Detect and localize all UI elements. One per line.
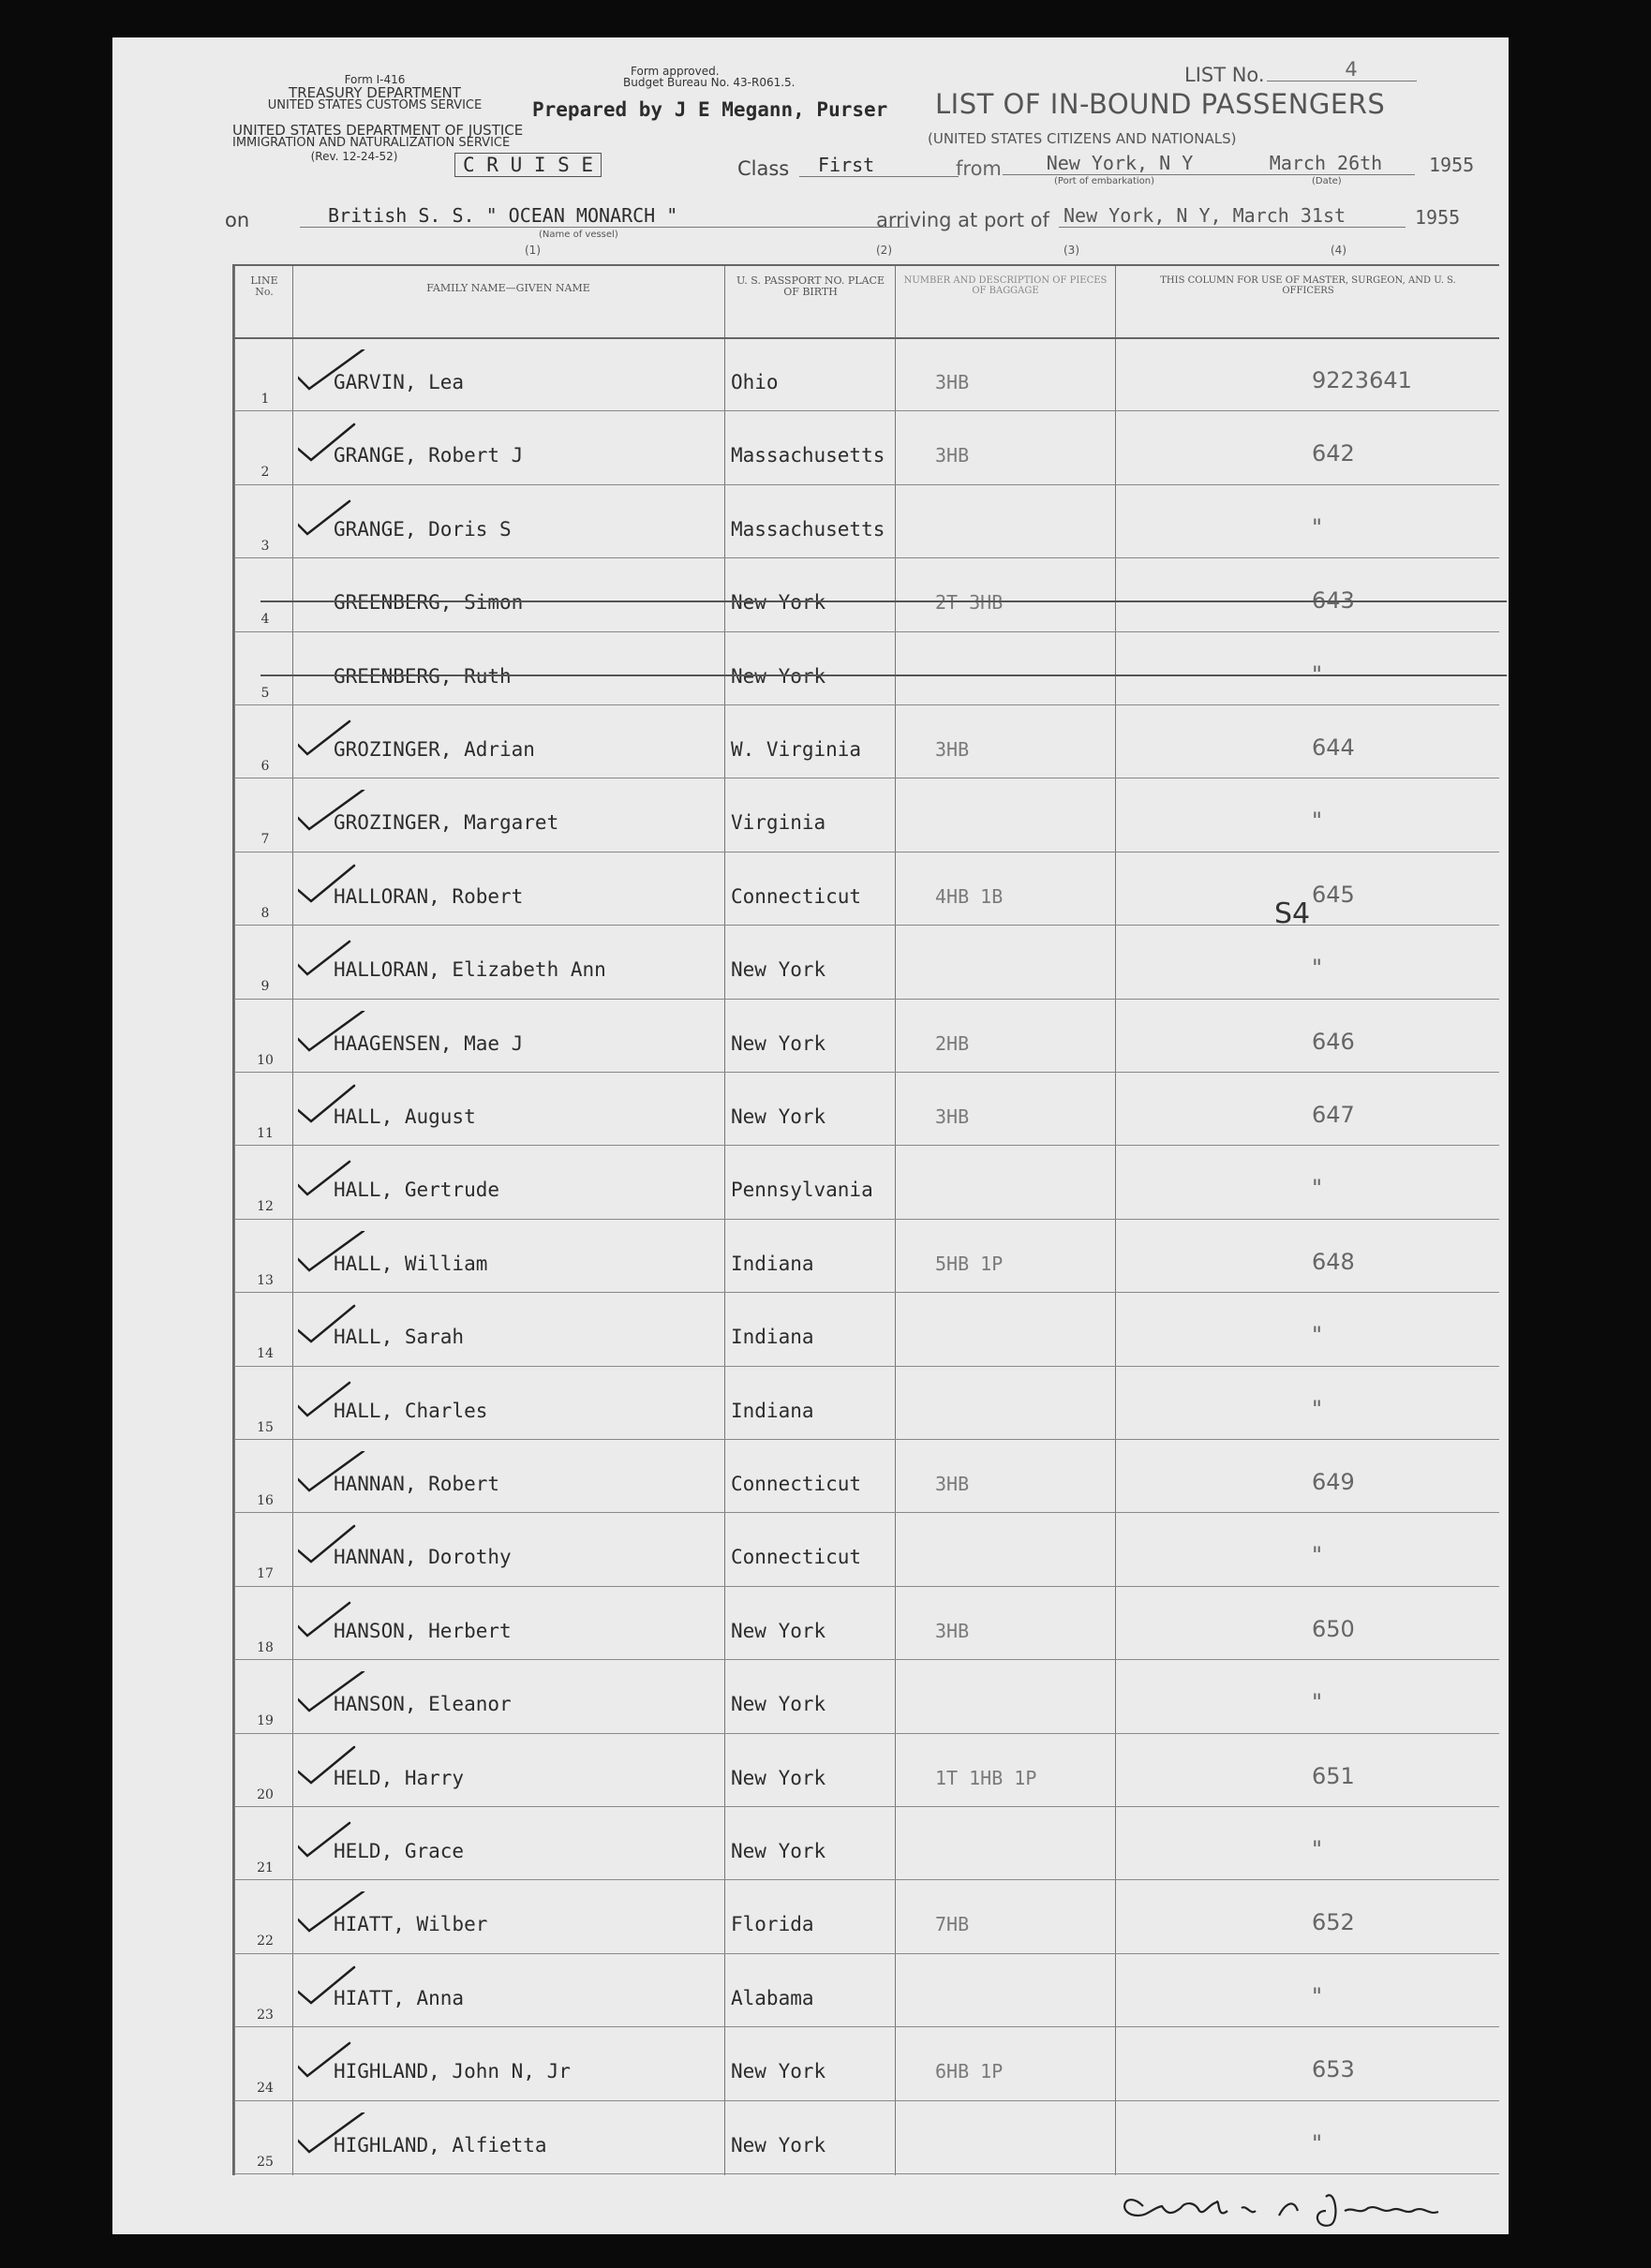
place-of-birth: New York — [731, 958, 826, 982]
officer-number: " — [1312, 2129, 1323, 2157]
line-number: 10 — [257, 1052, 274, 1068]
passenger-name: HALL, Sarah — [334, 1326, 465, 1349]
line-number: 17 — [257, 1566, 274, 1582]
margin-note: S4 — [1274, 897, 1311, 930]
officer-number: " — [1312, 513, 1323, 541]
baggage: 1T 1HB 1P — [935, 1766, 1037, 1789]
baggage: 3HB — [935, 1105, 970, 1128]
place-of-birth: Virginia — [731, 811, 826, 835]
table-row — [234, 1586, 1499, 1659]
officer-number: 651 — [1312, 1762, 1355, 1789]
passenger-name: HIATT, Anna — [334, 1986, 465, 2009]
place-of-birth: Florida — [731, 1913, 814, 1936]
officer-number: " — [1312, 1175, 1323, 1202]
officer-number: 645 — [1312, 881, 1355, 908]
officer-number: 648 — [1312, 1248, 1355, 1275]
baggage: 3HB — [935, 444, 970, 467]
treasury-dept: TREASURY DEPARTMENT — [289, 84, 461, 101]
passenger-name: HANNAN, Robert — [334, 1473, 500, 1495]
line-number: 24 — [257, 2081, 274, 2097]
col-header-name: FAMILY NAME—GIVEN NAME — [426, 282, 590, 294]
officer-number: 647 — [1312, 1102, 1355, 1128]
officer-number: 9223641 — [1312, 367, 1412, 393]
line-number: 4 — [260, 612, 270, 628]
line-number: 21 — [257, 1860, 274, 1875]
passenger-name: HANNAN, Dorothy — [334, 1546, 512, 1569]
place-of-birth: Massachusetts — [731, 517, 885, 541]
baggage: 5HB 1P — [935, 1252, 1004, 1275]
passenger-name: HALL, August — [334, 1105, 476, 1128]
place-of-birth: New York — [731, 1619, 826, 1642]
col-header-baggage: NUMBER AND DESCRIPTION OF PIECES OF BAGGAGE — [903, 275, 1108, 296]
class-label: Class — [737, 157, 790, 180]
baggage: 3HB — [935, 371, 970, 393]
table-row — [234, 337, 1499, 410]
list-no: 4 — [1267, 58, 1417, 82]
baggage: 3HB — [935, 738, 970, 761]
table-row — [234, 704, 1499, 778]
vessel-caption: (Name of vessel) — [539, 230, 618, 240]
place-of-birth: Massachusetts — [731, 444, 885, 467]
table-row — [234, 484, 1499, 557]
strike-through — [260, 674, 1507, 676]
line-number: 2 — [260, 465, 270, 481]
place-of-birth: New York — [731, 664, 826, 688]
table-row — [234, 1072, 1499, 1145]
line-number: 6 — [260, 759, 270, 774]
place-of-birth: Ohio — [731, 371, 779, 393]
table-row — [234, 1366, 1499, 1439]
officer-number: " — [1312, 955, 1323, 982]
line-number: 5 — [260, 685, 270, 701]
passenger-name: HANSON, Herbert — [334, 1619, 512, 1642]
immigration-service: IMMIGRATION AND NATURALIZATION SERVICE — [232, 136, 511, 150]
officer-number: 643 — [1312, 587, 1355, 615]
officer-number: 649 — [1312, 1469, 1355, 1495]
table-row — [234, 1292, 1499, 1365]
line-number: 18 — [257, 1639, 274, 1655]
place-of-birth: Indiana — [731, 1252, 814, 1275]
officer-number: " — [1312, 1982, 1323, 2009]
form-revision: (Rev. 12-24-52) — [310, 150, 398, 163]
table-row — [234, 557, 1499, 630]
passenger-manifest-page — [112, 37, 1509, 2234]
passenger-name: HIATT, Wilber — [334, 1913, 488, 1936]
place-of-birth: Alabama — [731, 1986, 814, 2009]
place-of-birth: New York — [731, 1766, 826, 1789]
caption-3: (3) — [1063, 244, 1079, 257]
baggage: 3HB — [935, 1473, 970, 1495]
baggage: 2HB — [935, 1031, 970, 1055]
table-row — [234, 1733, 1499, 1806]
place-of-birth: New York — [731, 1840, 826, 1862]
table-row — [234, 1145, 1499, 1218]
table-row — [234, 925, 1499, 998]
table-row — [234, 2026, 1499, 2099]
officer-number: 652 — [1312, 1909, 1355, 1936]
passenger-name: GRANGE, Doris S — [334, 517, 512, 541]
list-subtitle: (UNITED STATES CITIZENS AND NATIONALS) — [928, 130, 1237, 147]
arrival-year: 1955 — [1415, 206, 1461, 229]
line-number: 15 — [257, 1419, 274, 1435]
line-number: 22 — [257, 1934, 274, 1949]
place-of-birth: Indiana — [731, 1399, 814, 1422]
baggage: 7HB — [935, 1913, 970, 1936]
line-number: 19 — [257, 1713, 274, 1729]
col-header-officers: THIS COLUMN FOR USE OF MASTER, SURGEON, AND U. S. OFFICERS — [1160, 275, 1456, 296]
list-title: LIST OF IN-BOUND PASSENGERS — [935, 88, 1386, 120]
passenger-name: GROZINGER, Margaret — [334, 811, 559, 835]
place-of-birth: New York — [731, 1031, 826, 1055]
baggage: 2T 3HB — [935, 591, 1004, 615]
passenger-name: HIGHLAND, John N, Jr — [334, 2060, 571, 2083]
caption-2: (2) — [876, 244, 892, 257]
form-number: Form I-416 — [344, 73, 406, 86]
table-row — [234, 778, 1499, 851]
baggage: 3HB — [935, 1619, 970, 1642]
class-value: First — [799, 154, 959, 177]
signature — [1106, 2169, 1499, 2234]
line-number: 14 — [257, 1346, 274, 1362]
table-row — [234, 1659, 1499, 1732]
line-number: 7 — [260, 832, 270, 848]
from-date: March 26th — [1237, 152, 1415, 175]
line-number: 11 — [257, 1126, 274, 1141]
table-row — [234, 1953, 1499, 2026]
line-number: 3 — [260, 538, 270, 554]
budget-bureau: Budget Bureau No. 43-R061.5. — [623, 76, 796, 89]
arrival-details: New York, N Y, March 31st — [1059, 204, 1406, 228]
date-caption: (Date) — [1312, 176, 1342, 186]
table-row — [234, 1439, 1499, 1512]
place-of-birth: New York — [731, 2133, 826, 2157]
from-year: 1955 — [1429, 154, 1475, 176]
caption-1: (1) — [525, 244, 541, 257]
place-of-birth: W. Virginia — [731, 738, 862, 761]
form-approval — [623, 66, 795, 88]
officer-number: 642 — [1312, 440, 1355, 467]
line-number: 16 — [257, 1493, 274, 1508]
baggage: 6HB 1P — [935, 2060, 1004, 2083]
table-row — [234, 1806, 1499, 1879]
arriving-label: arriving at port of — [876, 209, 1049, 231]
table-row — [234, 631, 1499, 704]
place-of-birth: New York — [731, 591, 826, 615]
officer-number: " — [1312, 1395, 1323, 1422]
justice-dept: UNITED STATES DEPARTMENT OF JUSTICE — [232, 122, 524, 139]
col-header-passport: U. S. PASSPORT NO. PLACE OF BIRTH — [736, 274, 885, 298]
table-row — [234, 999, 1499, 1072]
place-of-birth: New York — [731, 1105, 826, 1128]
line-number: 1 — [260, 392, 270, 407]
place-of-birth: New York — [731, 2060, 826, 2083]
passenger-name: GROZINGER, Adrian — [334, 738, 535, 761]
passenger-table — [232, 264, 1499, 2175]
list-no-label: LIST No. — [1184, 64, 1265, 86]
passenger-name: HALL, William — [334, 1252, 488, 1275]
passenger-name: HELD, Grace — [334, 1840, 465, 1862]
officer-number: 646 — [1312, 1028, 1355, 1055]
place-of-birth: Indiana — [731, 1326, 814, 1349]
baggage: 4HB 1B — [935, 884, 1004, 908]
line-number: 12 — [257, 1199, 274, 1215]
on-label: on — [225, 209, 250, 231]
passenger-name: GREENBERG, Simon — [334, 591, 524, 615]
passenger-name: HELD, Harry — [334, 1766, 465, 1789]
passenger-name: HALL, Gertrude — [334, 1178, 500, 1202]
table-row — [234, 1879, 1499, 1952]
passenger-name: HALL, Charles — [334, 1399, 488, 1422]
line-number: 8 — [260, 905, 270, 921]
line-number: 25 — [257, 2154, 274, 2170]
officer-number: 653 — [1312, 2056, 1355, 2083]
table-row — [234, 2100, 1499, 2173]
strike-through — [260, 600, 1507, 602]
passenger-name: HANSON, Eleanor — [334, 1693, 512, 1716]
from-port: New York, N Y — [1003, 152, 1237, 175]
table-row — [234, 410, 1499, 483]
passenger-name: GREENBERG, Ruth — [334, 664, 512, 688]
place-of-birth: Pennsylvania — [731, 1178, 873, 1202]
passenger-name: GARVIN, Lea — [334, 371, 465, 393]
line-number: 9 — [260, 979, 270, 995]
cruise-stamp: C R U I S E — [454, 153, 602, 177]
form-approved: Form approved. — [631, 65, 720, 78]
from-label: from — [956, 157, 1002, 180]
place-of-birth: Connecticut — [731, 1473, 862, 1495]
line-number: 20 — [257, 1786, 274, 1802]
vessel-name: British S. S. " OCEAN MONARCH " — [300, 204, 909, 228]
place-of-birth: New York — [731, 1693, 826, 1716]
line-number: 23 — [257, 2007, 274, 2023]
place-of-birth: Connecticut — [731, 1546, 862, 1569]
officer-number: " — [1312, 1542, 1323, 1569]
justice-block — [232, 122, 524, 163]
caption-4: (4) — [1331, 244, 1346, 257]
officer-number: 644 — [1312, 734, 1355, 761]
customs-service: UNITED STATES CUSTOMS SERVICE — [267, 98, 483, 112]
officer-number: 650 — [1312, 1615, 1355, 1642]
line-number: 13 — [257, 1272, 274, 1288]
passenger-name: HALLORAN, Elizabeth Ann — [334, 958, 606, 982]
officer-number: " — [1312, 808, 1323, 835]
passenger-name: GRANGE, Robert J — [334, 444, 524, 467]
table-row — [234, 1219, 1499, 1292]
prepared-by: Prepared by J E Megann, Purser — [532, 98, 888, 121]
officer-number: " — [1312, 1689, 1323, 1716]
officer-number: " — [1312, 1322, 1323, 1349]
passenger-name: HAAGENSEN, Mae J — [334, 1031, 524, 1055]
form-id-block — [262, 73, 487, 112]
table-row — [234, 1512, 1499, 1585]
passenger-name: HALLORAN, Robert — [334, 884, 524, 908]
officer-number: " — [1312, 660, 1323, 688]
col-header-line-no: LINE No. — [250, 274, 278, 298]
officer-number: " — [1312, 1836, 1323, 1862]
port-caption: (Port of embarkation) — [1054, 176, 1155, 186]
passenger-name: HIGHLAND, Alfietta — [334, 2133, 547, 2157]
place-of-birth: Connecticut — [731, 884, 862, 908]
